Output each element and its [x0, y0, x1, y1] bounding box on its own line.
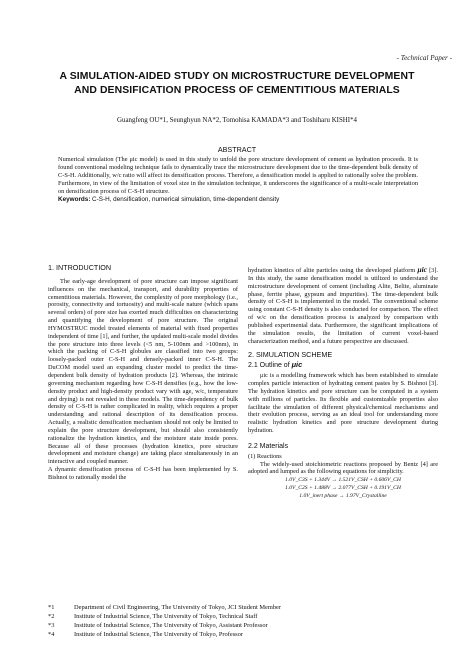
equation-2: 1.0V_C2S + 1.488V → 2.077V_CSH + 0.191V_CH — [285, 485, 401, 492]
right-paragraph-1 — [248, 266, 438, 345]
intro-paragraph-1: The early-age development of pore structure can impose significant influences on the mechanical, transport, and durability properties of cementitious materials. However, the complexity of pore morphology (i.e., porosity, connectivity and tortuosity) and multi-scale nature (which spans several orders) of pore size has exerted much difficulties on characterizing and quantifying the development of pore structure. The original HYMOSTRUC model treated elements of material with fixed properties independent of time [1], and further, the updated multi-scale model divides the pore structure into three levels (<5 nm, 5-100nm and >100nm), in which the packing of C-S-H globules are classified into two groups: loosely-packed outer C-S-H and densely-packed inner C-S-H. The DuCOM model used an expanding cluster model to predict the time-dependent bulk density of hydration products [2]. Whereas, the intrinsic governing mechanism regarding how C-S-H densifies (e.g., how the low-density product and high-density product vary with age, w/c, temperature and drying) is not revealed in these models. The time-dependency of bulk density of C-S-H is rather complicated in reality, which requires a proper understanding and rational description of its densification process. Actually, a realistic densification mechanism should not only be limited to explain the pore structure development, but should also consistently rationalize the hydration kinetics, and the moisture state inside pores. Because all of these processes (hydration kinetics, pore structure development and moisture change) are taking place simultaneously in an interactive and coupled manner. — [48, 277, 238, 466]
abstract-heading: ABSTRACT — [217, 145, 257, 154]
right-p1-rest: [3]. In this study, the same densification model is utilized to understand the microstructure development of cement (including Alite, Belite, aluminate phase, ferrite phase, gypsum and impurities). The time-dependent bulk density of C-S-H is implemented in the model. The conventional scheme using constant C-S-H density is also conducted for comparison. The effect of w/c on the densification process is analyzed by comparison with published experimental data. Furthermore, the significant implications of the simulation results, the limitation of current voxel-based characterization method, and a future perspective are discussed. — [248, 267, 438, 345]
abstract-block — [58, 156, 418, 203]
footnote-mark: *4 — [48, 630, 55, 638]
right-column — [248, 266, 438, 500]
footnote — [48, 622, 448, 631]
keywords-label: Keywords: — [58, 195, 91, 203]
footnote — [48, 604, 448, 613]
footnote-text: Institute of Industrial Science, The University of Tokyo, Assistant Professor — [74, 621, 268, 629]
paper-type-label: - Technical Paper - — [396, 54, 452, 62]
footnote-text: Department of Civil Engineering, The University of Tokyo, JCI Student Member — [74, 604, 281, 611]
footnote — [48, 631, 448, 640]
title-line-1: A SIMULATION-AIDED STUDY ON MICROSTRUCTURE DEVELOPMENT — [59, 71, 415, 82]
outline-mu-symbol: μic — [291, 360, 303, 370]
footnote — [48, 613, 448, 622]
intro-heading: 1. INTRODUCTION — [48, 263, 112, 272]
reactions-paragraph: The widely-used stoichiometric reactions proposed by Bentz [4] are adopted and lumped as the following equations for simplicity. — [248, 460, 438, 476]
keywords-text: C-S-H, densification, numerical simulation, time-dependent density — [92, 195, 280, 203]
abstract-text: Numerical simulation (The μic model) is used in this study to unfold the pore structure development of cement as hydration proceeds. It is found conventional modeling technique fails to dynamically trace the microstructure development due to the time-dependent bulk density of C-S-H. Additionally, w/c ratio will affect its densification process. Therefore, a densification model is applied to rationally solve the problem. Furthermore, in view of the limitation of voxel size in the simulation technique, it underscores the significance of a multi-scale interpretation on densification process of C-S-H structure. — [58, 156, 418, 195]
footnote-text: Institute of Industrial Science, The University of Tokyo, Technical Staff — [74, 612, 258, 620]
footnotes — [48, 604, 448, 640]
outline-label: 2.1 Outline of — [248, 362, 292, 370]
simulation-heading: 2. SIMULATION SCHEME — [248, 350, 333, 360]
footnote-mark: *1 — [48, 604, 55, 611]
reactions-label: (1) Reactions — [248, 452, 282, 460]
footnote-mark: *3 — [48, 621, 55, 629]
title-line-2: AND DENSIFICATION PROCESS OF CEMENTITIOUS MATERIALS — [74, 84, 400, 96]
mu-ic-symbol: μic — [417, 265, 427, 274]
equation-3: 1.0V_inert phase → 1.97V_Crystalline — [299, 493, 387, 500]
keywords-line — [58, 196, 418, 204]
paper-title — [20, 70, 454, 97]
intro-paragraph-2: A dynamic densification process of C-S-H has been implemented by S. Bishnoi to rationally model the — [48, 466, 238, 481]
footnote-mark: *2 — [48, 612, 55, 620]
author-list: Guangfeng OU*1, Seunghyun NA*2, Tomohisa KAMADA*3 and Toshiharu KISHI*4 — [117, 117, 357, 124]
outline-paragraph: μic is a modelling framework which has been established to simulate complex particle interaction of hydrating cement pastes by S. Bishnoi [3]. The hydration kinetics and pore structure can be computed in a system with millions of particles. Its flexible and customizable properties also facilitate the simulation of different physical/chemical mechanisms and their evolution process, serving as an ideal tool for understanding more realistic hydration kinetics and pore structure development during hydration. — [248, 372, 438, 435]
materials-heading: 2.2 Materials — [248, 442, 289, 450]
right-p1-start: hydration kinetics of alite particles using the developed platform — [248, 267, 418, 274]
left-column — [48, 264, 238, 482]
outline-heading — [248, 361, 438, 370]
equation-1: 1.0V_C3S + 1.344V → 1.521V_CSH + 0.606V_CH — [285, 477, 401, 484]
footnote-text: Institute of Industrial Science, The University of Tokyo, Professor — [74, 630, 243, 638]
